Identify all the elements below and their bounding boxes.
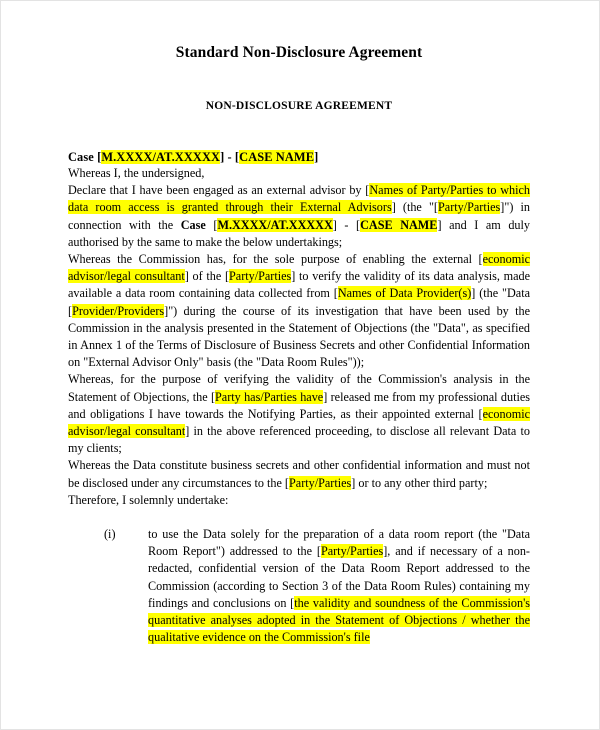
paragraph-undertake: Therefore, I solemnly undertake: [68, 492, 229, 507]
paragraph-declare [68, 182, 530, 251]
declare-text-6: ] and I am duly authorised by the same to make the below undertakings; [68, 217, 530, 249]
case-name-bracket-close: ] [314, 150, 319, 164]
declare-text-4: [ [205, 217, 218, 232]
paragraph-business-secrets [68, 457, 530, 491]
declare-text-2: ] (the "[ [391, 200, 438, 215]
declare-highlight-case-number: M.XXXX/AT.XXXXX [217, 217, 333, 232]
case-number-bracket-close: ] [220, 150, 225, 164]
item-highlight-validity-soundness: the validity and soundness of the Commission's quantitative analyses adopted in the Statement of Objections / whether the qualitative evidence on the Commission's file [148, 595, 531, 645]
item-text-2: ], and if necessary of a non-redacted, confidential version of the Data Room Report addressed to the Commission (according to Section 3 of the Data Room Rules) containing my findings and conclusions on [ [148, 544, 530, 610]
item-highlight-party-parties: Party/Parties [320, 544, 384, 559]
commission-text-4: ] (the "Data [ [68, 286, 530, 318]
verifying-highlight-party-has: Party has/Parties have [215, 389, 324, 404]
list-item [68, 526, 530, 646]
business-secrets-text-2: ] or to any other third party; [351, 475, 488, 490]
case-name-bracket-open: [ [234, 150, 240, 164]
commission-text-2: ] of the [ [184, 269, 229, 284]
list-item-marker: (i) [104, 527, 116, 542]
case-line [68, 150, 530, 165]
case-name-placeholder: CASE NAME [239, 150, 315, 164]
declare-text-3: ]") in connection with the [68, 200, 530, 232]
commission-text-5: ]") during the course of its investigation that have been used by the Commission in the analysis presented in the Statement of Objections (the "Data", as specified in Annex 1 of the Terms of Disclosure of Business Secrets and other Confidential Information on "External Advisor Only" basis (the "Data Room Rules")); [68, 303, 530, 370]
commission-text-3: ] to verify the validity of its data analysis, made available a data room containing data collected from [ [68, 269, 530, 301]
paragraph-verifying [68, 371, 530, 457]
paragraph-commission [68, 251, 530, 371]
list-item-body [148, 526, 530, 646]
paragraph-whereas-undersigned: Whereas I, the undersigned, [68, 166, 205, 180]
declare-text-5: ] - [ [332, 217, 361, 232]
verifying-text-1: Whereas, for the purpose of verifying the validity of the Commission's analysis in the Statement of Objections, the [ [68, 372, 530, 404]
business-secrets-highlight-party-parties: Party/Parties [289, 475, 352, 490]
verifying-text-2: ] released me from my professional duties and obligations I have towards the Notifying Parties, as their appointed external [ [68, 389, 530, 421]
page-title: Standard Non-Disclosure Agreement [175, 44, 423, 61]
case-label: Case [68, 150, 98, 164]
document-subtitle: NON-DISCLOSURE AGREEMENT [205, 100, 393, 112]
commission-highlight-data-providers: Names of Data Provider(s) [337, 286, 472, 301]
commission-text-1: Whereas the Commission has, for the sole purpose of enabling the external [ [68, 252, 483, 267]
verifying-highlight-advisor: economic advisor/legal consultant [68, 406, 530, 439]
case-separator: - [224, 150, 235, 164]
commission-highlight-party-parties: Party/Parties [229, 269, 292, 284]
declare-highlight-party-parties: Party/Parties [438, 200, 501, 215]
declare-text-1: Declare that I have been engaged as an external advisor by [ [68, 183, 370, 198]
document-body [68, 1, 530, 646]
commission-highlight-provider-providers: Provider/Providers [72, 303, 165, 318]
case-number-bracket-open: [ [97, 150, 102, 164]
verifying-text-3: ] in the above referenced proceeding, to disclose all relevant Data to my clients; [68, 424, 530, 456]
declare-highlight-party-names: Names of Party/Parties to which data room access is granted through their External Advisors [68, 183, 531, 215]
item-text-1: to use the Data solely for the preparation of a data room report (the "Data Room Report") addressed to the [ [148, 527, 530, 559]
commission-highlight-advisor: economic advisor/legal consultant [68, 252, 530, 284]
case-number-placeholder: M.XXXX/AT.XXXXX [101, 150, 221, 164]
declare-highlight-case-name: CASE NAME [360, 217, 438, 232]
declare-bold-case: Case [180, 217, 206, 232]
business-secrets-text-1: Whereas the Data constitute business secrets and other confidential information and must not be disclosed under any circumstances to the [ [68, 458, 530, 490]
